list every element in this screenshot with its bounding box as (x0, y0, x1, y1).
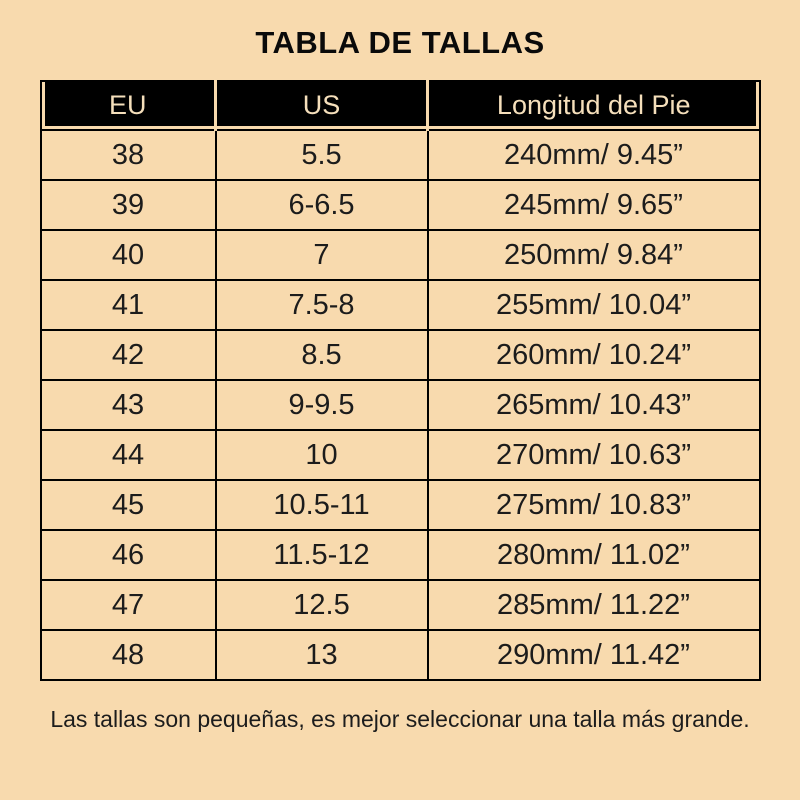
table-row (41, 580, 760, 630)
column-header-us: US (216, 81, 428, 130)
table-cell: 265mm/ 10.43” (428, 380, 760, 430)
page-title: TABLA DE TALLAS (255, 25, 545, 60)
table-cell: 245mm/ 9.65” (428, 180, 760, 230)
table-cell: 47 (41, 580, 216, 630)
table-row (41, 230, 760, 280)
table-cell: 41 (41, 280, 216, 330)
table-cell: 250mm/ 9.84” (428, 230, 760, 280)
header-row (41, 81, 760, 130)
table-cell: 260mm/ 10.24” (428, 330, 760, 380)
table-cell: 270mm/ 10.63” (428, 430, 760, 480)
table-cell: 6-6.5 (216, 180, 428, 230)
table-row (41, 530, 760, 580)
table-cell: 280mm/ 11.02” (428, 530, 760, 580)
table-row (41, 130, 760, 180)
table-cell: 10.5-11 (216, 480, 428, 530)
table-cell: 9-9.5 (216, 380, 428, 430)
table-cell: 7 (216, 230, 428, 280)
column-header-eu: EU (41, 81, 216, 130)
table-cell: 48 (41, 630, 216, 680)
table-cell: 10 (216, 430, 428, 480)
table-cell: 11.5-12 (216, 530, 428, 580)
table-cell: 275mm/ 10.83” (428, 480, 760, 530)
table-cell: 45 (41, 480, 216, 530)
table-cell: 42 (41, 330, 216, 380)
table-row (41, 430, 760, 480)
table-row (41, 280, 760, 330)
table-cell: 13 (216, 630, 428, 680)
table-row (41, 630, 760, 680)
table-cell: 8.5 (216, 330, 428, 380)
table-row (41, 180, 760, 230)
size-chart-table (40, 80, 761, 681)
size-table-body (41, 130, 760, 680)
table-cell: 39 (41, 180, 216, 230)
table-cell: 12.5 (216, 580, 428, 630)
table-row (41, 330, 760, 380)
table-cell: 285mm/ 11.22” (428, 580, 760, 630)
column-header-foot-length: Longitud del Pie (428, 81, 760, 130)
table-row (41, 480, 760, 530)
table-cell: 240mm/ 9.45” (428, 130, 760, 180)
table-cell: 290mm/ 11.42” (428, 630, 760, 680)
table-row (41, 380, 760, 430)
table-cell: 46 (41, 530, 216, 580)
table-cell: 7.5-8 (216, 280, 428, 330)
table-cell: 38 (41, 130, 216, 180)
table-cell: 44 (41, 430, 216, 480)
table-cell: 40 (41, 230, 216, 280)
table-cell: 5.5 (216, 130, 428, 180)
table-cell: 43 (41, 380, 216, 430)
table-cell: 255mm/ 10.04” (428, 280, 760, 330)
table-header (41, 81, 760, 130)
footer-note: Las tallas son pequeñas, es mejor seleccionar una talla más grande. (50, 706, 750, 732)
